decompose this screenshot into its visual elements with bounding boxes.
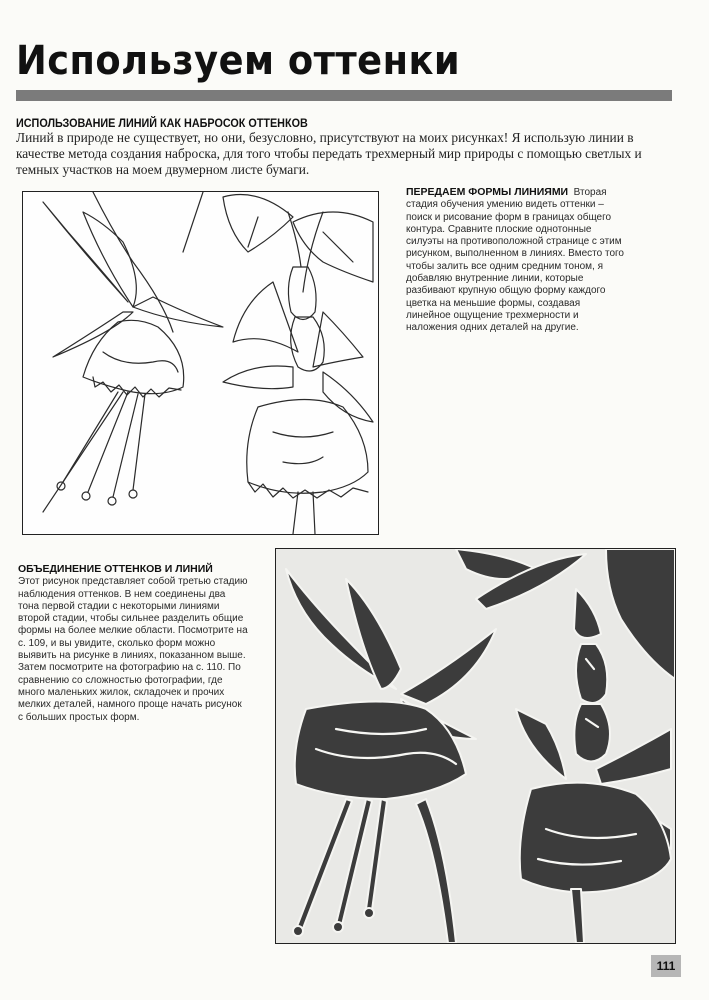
fuchsia-line-drawing bbox=[22, 191, 379, 535]
caption-heading: ОБЪЕДИНЕНИЕ ОТТЕНКОВ И ЛИНИЙ bbox=[18, 563, 213, 575]
page-number: 111 bbox=[651, 955, 681, 977]
section-intro-text: Линий в природе не существует, но они, безусловно, присутствуют на моих рисунках! Я использую линии в качестве метода создания наброска, для того чтобы передать трехмерный мир природы с помощью светлых и темных участков на моем двумерном листе бумаги. bbox=[16, 130, 642, 177]
fuchsia-tone-drawing bbox=[275, 548, 676, 944]
page-title: Используем оттенки bbox=[16, 38, 461, 84]
caption-heading: ПЕРЕДАЕМ ФОРМЫ ЛИНИЯМИ bbox=[406, 186, 569, 198]
title-underline-bar bbox=[16, 90, 672, 101]
caption-text: Вторая стадия обучения умению видеть оттенки – поиск и рисование форм в границах общего контура. Сравните плоские однотонные силуэты на противоположной странице с этим рисунком, выполненном в линиях. Вместо того чтобы залить все одним средним тоном, я добавляю внутренние линии, которые разбивают крупную общую форму каждого цветка на меньшие формы, создавая линейное ощущение трехмерности и наложения одних деталей на другие. bbox=[406, 187, 624, 334]
tone-drawing-caption bbox=[18, 563, 248, 724]
line-drawing-caption bbox=[406, 186, 624, 335]
section-heading: ИСПОЛЬЗОВАНИЕ ЛИНИЙ КАК НАБРОСОК ОТТЕНКОВ bbox=[16, 116, 308, 130]
caption-text: Этот рисунок представляет собой третью стадию наблюдения оттенков. В нем соединены два тона первой стадии с некоторыми линиями второй стадии, чтобы сильнее разделить общие формы на более мелкие области. Посмотрите на с. 109, и вы увидите, сколько форм можно выявить на рисунке в линиях, показанном выше. Затем посмотрите на фотографию на с. 110. По сравнению со сложностью фотографии, где много маленьких жилок, складочек и прочих мелких деталей, намного проще начать рисунок с больших простых форм. bbox=[18, 576, 248, 723]
